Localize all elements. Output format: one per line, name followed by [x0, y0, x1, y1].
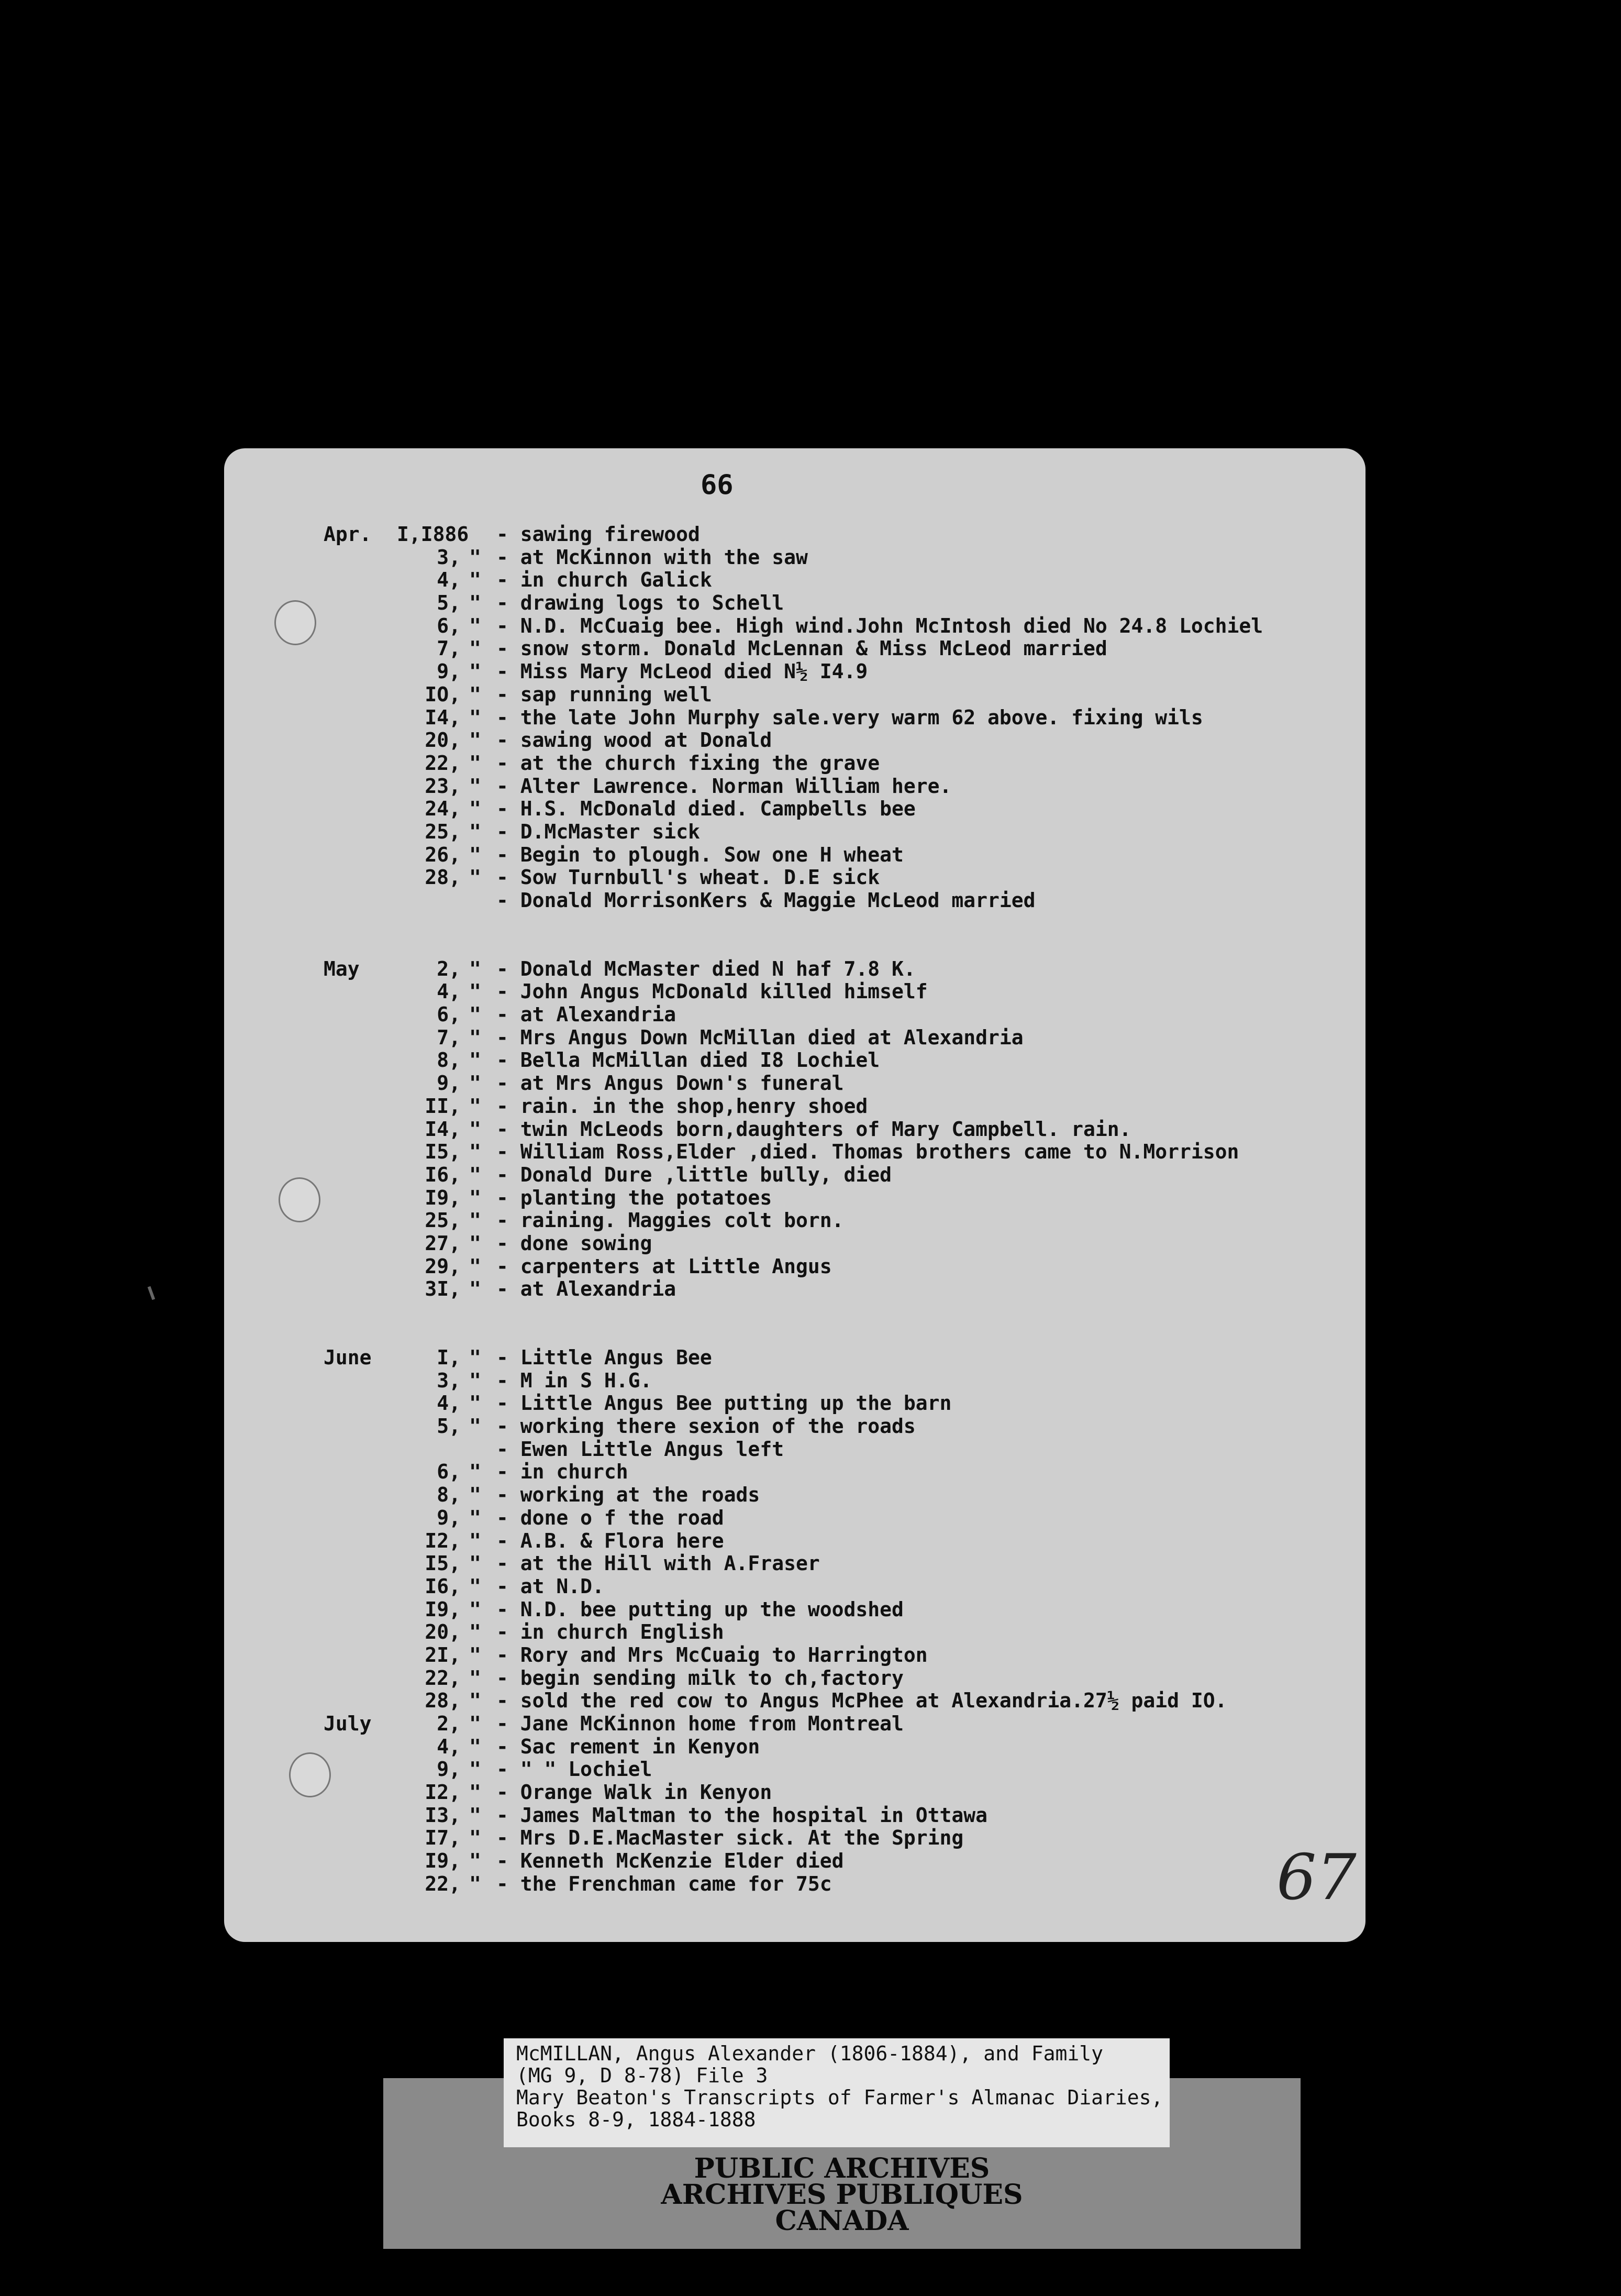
- entry-day: 8,: [437, 1483, 461, 1507]
- entry-ditto: ": [469, 1597, 481, 1621]
- entry-text: - Sow Turnbull's wheat. D.E sick: [496, 866, 880, 889]
- entry-month: May: [324, 957, 360, 980]
- entry-day: 6,: [437, 1460, 461, 1484]
- entry-day: 6,: [437, 1003, 461, 1026]
- entry-ditto: ": [469, 1140, 481, 1164]
- entry-text: - Sac rement in Kenyon: [496, 1735, 760, 1758]
- entry-day: 4,: [437, 980, 461, 1003]
- entry-ditto: ": [469, 1231, 481, 1255]
- entry-ditto: ": [469, 1506, 481, 1529]
- binder-hole: [289, 1752, 331, 1797]
- entry-text: - Bella McMillan died I8 Lochiel: [496, 1048, 880, 1072]
- label-line: McMILLAN, Angus Alexander (1806-1884), and Family: [516, 2042, 1104, 2065]
- entry-text: - sold the red cow to Angus McPhee at Alexandria.27½ paid IO.: [496, 1689, 1227, 1713]
- entry-day: 9,: [437, 1758, 461, 1781]
- entry-ditto: ": [469, 1712, 481, 1735]
- entry-day: I5,: [425, 1140, 461, 1164]
- entry-day: 8,: [437, 1048, 461, 1072]
- entry-text: - twin McLeods born,daughters of Mary Campbell. rain.: [496, 1117, 1131, 1141]
- entry-text: - Begin to plough. Sow one H wheat: [496, 843, 904, 866]
- entry-day: I4,: [425, 1117, 461, 1141]
- entry-day: I9,: [425, 1849, 461, 1873]
- entry-day: 4,: [437, 1735, 461, 1758]
- entry-month: June: [324, 1346, 372, 1369]
- entry-day: 4,: [437, 568, 461, 592]
- entry-text: - rain. in the shop,henry shoed: [496, 1094, 868, 1118]
- collection-label: [504, 2038, 1170, 2147]
- entry-ditto: ": [469, 820, 481, 843]
- entry-text: - Mrs Angus Down McMillan died at Alexandria: [496, 1025, 1024, 1049]
- entry-text: - Jane McKinnon home from Montreal: [496, 1712, 904, 1735]
- scan-mark: [148, 1286, 156, 1300]
- entry-text: - at McKinnon with the saw: [496, 545, 808, 569]
- entry-ditto: ": [469, 1781, 481, 1804]
- entry-text: - drawing logs to Schell: [496, 591, 784, 615]
- entry-text: - Little Angus Bee putting up the barn: [496, 1392, 952, 1415]
- entry-text: - Ewen Little Angus left: [496, 1437, 784, 1461]
- entry-ditto: ": [469, 866, 481, 889]
- entry-day: 3,: [437, 1368, 461, 1392]
- entry-ditto: ": [469, 1025, 481, 1049]
- entry-month: July: [324, 1712, 372, 1735]
- entry-text: - Rory and Mrs McCuaig to Harrington: [496, 1643, 928, 1666]
- handwritten-page-number: 67: [1276, 1841, 1357, 1914]
- entry-ditto: ": [469, 1803, 481, 1827]
- entry-text: - at the church fixing the grave: [496, 751, 880, 775]
- entry-day: 20,: [425, 1620, 461, 1644]
- entry-day: 9,: [437, 660, 461, 683]
- entry-ditto: ": [469, 1849, 481, 1873]
- entry-day: 28,: [425, 1689, 461, 1713]
- entry-text: - in church: [496, 1460, 628, 1484]
- entry-ditto: ": [469, 1483, 481, 1507]
- entry-text: - D.McMaster sick: [496, 820, 700, 843]
- diary-page: [224, 448, 1365, 1942]
- entry-day: 2I,: [425, 1643, 461, 1666]
- entry-text: - Little Angus Bee: [496, 1346, 712, 1369]
- label-line: Mary Beaton's Transcripts of Farmer's Almanac Diaries,: [516, 2086, 1163, 2109]
- entry-ditto: ": [469, 957, 481, 980]
- entry-ditto: ": [469, 1552, 481, 1575]
- entry-text: - Donald McMaster died N haf 7.8 K.: [496, 957, 916, 980]
- entry-ditto: ": [469, 1094, 481, 1118]
- entry-ditto: ": [469, 1003, 481, 1026]
- entry-day: 23,: [425, 774, 461, 798]
- entry-ditto: ": [469, 1117, 481, 1141]
- entry-text: - sawing firewood: [496, 523, 700, 546]
- entry-text: - done o f the road: [496, 1506, 724, 1529]
- entry-day: 20,: [425, 728, 461, 752]
- entry-ditto: ": [469, 1368, 481, 1392]
- entry-text: - begin sending milk to ch,factory: [496, 1666, 904, 1690]
- entry-ditto: ": [469, 614, 481, 637]
- entry-text: - James Maltman to the hospital in Ottawa: [496, 1803, 987, 1827]
- binder-hole: [279, 1177, 320, 1222]
- entry-text: - working there sexion of the roads: [496, 1415, 916, 1438]
- entry-text: - William Ross,Elder ,died. Thomas brothers came to N.Morrison: [496, 1140, 1239, 1164]
- entry-text: - sawing wood at Donald: [496, 728, 772, 752]
- entry-text: - carpenters at Little Angus: [496, 1254, 832, 1278]
- entry-ditto: ": [469, 843, 481, 866]
- entry-month: Apr.: [324, 523, 372, 546]
- archives-stamp-text: PUBLIC ARCHIVES ARCHIVES PUBLIQUES CANADA: [661, 2152, 1023, 2237]
- entry-day: 2,: [437, 957, 461, 980]
- entry-text: - N.D. bee putting up the woodshed: [496, 1597, 904, 1621]
- entry-day: II,: [425, 1094, 461, 1118]
- entry-text: - planting the potatoes: [496, 1186, 772, 1209]
- entry-text: - Donald Dure ,little bully, died: [496, 1163, 892, 1186]
- entry-day: 5,: [437, 591, 461, 615]
- entry-ditto: ": [469, 1277, 481, 1301]
- entry-day: 7,: [437, 1025, 461, 1049]
- entry-day: I6,: [425, 1574, 461, 1598]
- entry-ditto: ": [469, 545, 481, 569]
- entry-text: - in church Galick: [496, 568, 712, 592]
- entry-day: 9,: [437, 1072, 461, 1095]
- entry-ditto: ": [469, 682, 481, 706]
- entry-ditto: ": [469, 568, 481, 592]
- entry-ditto: ": [469, 1666, 481, 1690]
- entry-day: 6,: [437, 614, 461, 637]
- entry-day: I7,: [425, 1826, 461, 1850]
- entry-text: - the Frenchman came for 75c: [496, 1872, 832, 1895]
- entry-text: - Alter Lawrence. Norman William here.: [496, 774, 952, 798]
- entry-text: - John Angus McDonald killed himself: [496, 980, 928, 1003]
- entry-ditto: ": [469, 797, 481, 821]
- entry-ditto: ": [469, 1254, 481, 1278]
- entry-day: I,: [437, 1346, 461, 1369]
- entry-text: - sap running well: [496, 682, 712, 706]
- entry-text: - " " Lochiel: [496, 1758, 652, 1781]
- entry-ditto: ": [469, 751, 481, 775]
- entry-text: - at N.D.: [496, 1574, 604, 1598]
- entry-ditto: ": [469, 637, 481, 660]
- entry-text: - at the Hill with A.Fraser: [496, 1552, 820, 1575]
- label-line: Books 8-9, 1884-1888: [516, 2108, 756, 2131]
- entry-text: - M in S H.G.: [496, 1368, 652, 1392]
- entry-ditto: ": [469, 1048, 481, 1072]
- entry-day: 25,: [425, 820, 461, 843]
- entry-day: 22,: [425, 1872, 461, 1895]
- entry-day: 5,: [437, 1415, 461, 1438]
- entry-day: 28,: [425, 866, 461, 889]
- entry-text: - raining. Maggies colt born.: [496, 1209, 844, 1232]
- entry-ditto: ": [469, 1392, 481, 1415]
- entry-text: - H.S. McDonald died. Campbells bee: [496, 797, 916, 821]
- entry-day: 24,: [425, 797, 461, 821]
- entry-text: - Miss Mary McLeod died N½ I4.9: [496, 660, 868, 683]
- entry-text: - A.B. & Flora here: [496, 1529, 724, 1552]
- entry-ditto: ": [469, 1415, 481, 1438]
- entry-day: IO,: [425, 682, 461, 706]
- entry-day: 29,: [425, 1254, 461, 1278]
- entry-day: I6,: [425, 1163, 461, 1186]
- entry-day: 7,: [437, 637, 461, 660]
- entry-text: - done sowing: [496, 1231, 652, 1255]
- entry-ditto: ": [469, 1072, 481, 1095]
- entry-ditto: ": [469, 1643, 481, 1666]
- entry-day: 22,: [425, 1666, 461, 1690]
- entry-day: 9,: [437, 1506, 461, 1529]
- entry-day: 3,: [437, 545, 461, 569]
- entry-text: - at Alexandria: [496, 1003, 676, 1026]
- entry-ditto: ": [469, 728, 481, 752]
- label-line: (MG 9, D 8-78) File 3: [516, 2064, 768, 2087]
- entry-ditto: ": [469, 591, 481, 615]
- entry-day: I4,: [425, 705, 461, 729]
- entry-text: - working at the roads: [496, 1483, 760, 1507]
- entry-day: I,I886: [397, 523, 469, 546]
- entry-ditto: ": [469, 1689, 481, 1713]
- entry-ditto: ": [469, 1872, 481, 1895]
- entry-ditto: ": [469, 705, 481, 729]
- entry-day: 2,: [437, 1712, 461, 1735]
- entry-day: I2,: [425, 1781, 461, 1804]
- entry-text: - N.D. McCuaig bee. High wind.John McIntosh died No 24.8 Lochiel: [496, 614, 1263, 637]
- entry-day: I9,: [425, 1597, 461, 1621]
- entry-day: 25,: [425, 1209, 461, 1232]
- entry-day: I2,: [425, 1529, 461, 1552]
- entry-ditto: ": [469, 980, 481, 1003]
- entry-text: - at Alexandria: [496, 1277, 676, 1301]
- entry-day: 4,: [437, 1392, 461, 1415]
- entry-ditto: ": [469, 1209, 481, 1232]
- entry-text: - Donald MorrisonKers & Maggie McLeod married: [496, 889, 1036, 912]
- entry-day: 27,: [425, 1231, 461, 1255]
- entry-text: - the late John Murphy sale.very warm 62 above. fixing wils: [496, 705, 1203, 729]
- entry-day: 26,: [425, 843, 461, 866]
- entry-ditto: ": [469, 774, 481, 798]
- entry-text: - Orange Walk in Kenyon: [496, 1781, 772, 1804]
- page-number: 66: [701, 469, 734, 501]
- entry-ditto: ": [469, 1186, 481, 1209]
- entry-day: I3,: [425, 1803, 461, 1827]
- entry-text: - snow storm. Donald McLennan & Miss McLeod married: [496, 637, 1107, 660]
- entry-day: I9,: [425, 1186, 461, 1209]
- entry-ditto: ": [469, 1758, 481, 1781]
- entry-text: - at Mrs Angus Down's funeral: [496, 1072, 844, 1095]
- entry-ditto: ": [469, 1574, 481, 1598]
- entry-day: I5,: [425, 1552, 461, 1575]
- entry-text: - Mrs D.E.MacMaster sick. At the Spring: [496, 1826, 964, 1850]
- entry-ditto: ": [469, 1529, 481, 1552]
- entry-ditto: ": [469, 1620, 481, 1644]
- entry-day: 3I,: [425, 1277, 461, 1301]
- entry-ditto: ": [469, 1460, 481, 1484]
- entry-ditto: ": [469, 1735, 481, 1758]
- entry-ditto: ": [469, 660, 481, 683]
- entry-ditto: ": [469, 1346, 481, 1369]
- entry-ditto: ": [469, 1163, 481, 1186]
- entry-text: - Kenneth McKenzie Elder died: [496, 1849, 844, 1873]
- entry-ditto: ": [469, 1826, 481, 1850]
- entry-text: - in church English: [496, 1620, 724, 1644]
- binder-hole: [274, 600, 316, 645]
- entry-day: 22,: [425, 751, 461, 775]
